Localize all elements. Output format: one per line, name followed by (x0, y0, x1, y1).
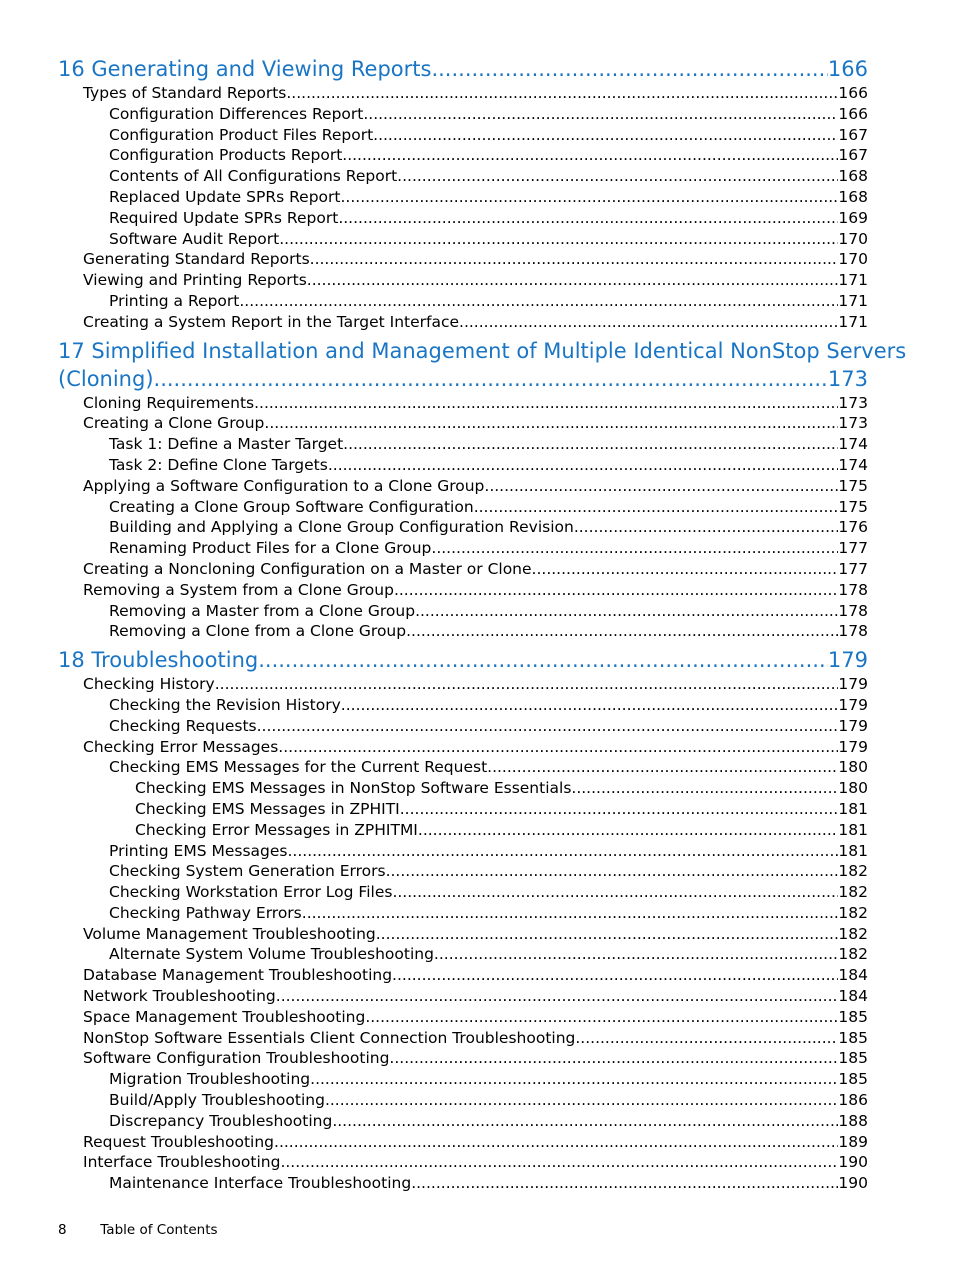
chapter-block (58, 337, 907, 643)
toc-entry-title: Configuration Product Files Report (109, 125, 374, 144)
toc-entry[interactable] (58, 476, 868, 497)
toc-entry-page-number: 182 (838, 862, 868, 881)
toc-entry-title: Discrepancy Troubleshooting (109, 1111, 333, 1130)
toc-entry[interactable] (58, 621, 868, 642)
dot-leader (310, 1069, 838, 1090)
toc-entry-page-number: 185 (838, 1070, 868, 1089)
toc-entry[interactable] (58, 861, 868, 882)
toc-entry-title: Creating a System Report in the Target Interface (83, 312, 460, 331)
toc-entry-title: Configuration Differences Report (109, 104, 364, 123)
toc-entry-page-number: 170 (838, 229, 868, 248)
toc-entry-title: Checking Pathway Errors (109, 903, 302, 922)
dot-leader (575, 1028, 838, 1049)
toc-entry-title: Checking Error Messages in ZPHITMI (135, 820, 418, 839)
toc-entry[interactable] (58, 674, 868, 695)
toc-entry-title: Task 2: Define Clone Targets (109, 455, 328, 474)
toc-entry-page-number: 181 (838, 799, 868, 818)
toc-entry-page-number: 168 (838, 187, 868, 206)
dot-leader (484, 476, 838, 497)
toc-entry-page-number: 171 (838, 271, 868, 290)
toc-entry-title: Cloning Requirements (83, 393, 255, 412)
toc-entry[interactable] (58, 924, 868, 945)
chapter-page-number: 179 (827, 648, 868, 673)
toc-entry-page-number: 178 (838, 622, 868, 641)
toc-entry-title: Renaming Product Files for a Clone Group (109, 539, 432, 558)
dot-leader (376, 924, 839, 945)
toc-entry-page-number: 184 (838, 987, 868, 1006)
toc-entry[interactable] (58, 393, 868, 414)
toc-entry-title: Task 1: Define a Master Target (109, 435, 344, 454)
toc-entry-title: Checking EMS Messages in ZPHITI (135, 799, 400, 818)
chapter-title-line[interactable]: 17 Simplified Installation and Management of Multiple Identical NonStop Servers (58, 338, 907, 363)
dot-leader (434, 944, 838, 965)
toc-entry-title: Removing a System from a Clone Group (83, 580, 394, 599)
dot-leader (286, 83, 838, 104)
chapter-block (58, 646, 868, 1194)
toc-entry-page-number: 180 (838, 779, 868, 798)
dot-leader (302, 903, 839, 924)
dot-leader (415, 601, 838, 622)
toc-entry-page-number: 173 (838, 393, 868, 412)
toc-entry[interactable] (58, 1028, 868, 1049)
dot-leader (571, 778, 838, 799)
dot-leader (400, 799, 839, 820)
toc-entry[interactable] (58, 187, 868, 208)
toc-entry-title: Checking Requests (109, 716, 257, 735)
toc-entry-title: Checking EMS Messages in NonStop Software Essentials (135, 779, 572, 798)
toc-entry[interactable] (58, 841, 868, 862)
toc-entry[interactable] (58, 104, 868, 125)
chapter-page-number: 166 (827, 57, 868, 81)
toc-entry[interactable] (58, 986, 868, 1007)
toc-entry-page-number: 175 (838, 497, 868, 516)
dot-leader (418, 820, 839, 841)
toc-entry[interactable] (58, 145, 868, 166)
toc-entry-page-number: 188 (838, 1111, 868, 1130)
dot-leader (279, 229, 838, 250)
toc-entry-page-number: 169 (838, 208, 868, 227)
toc-entry-title: Space Management Troubleshooting (83, 1007, 366, 1026)
toc-entry[interactable] (58, 965, 868, 986)
toc-entry-page-number: 179 (838, 716, 868, 735)
toc-entry[interactable] (58, 413, 868, 434)
toc-entry-title: NonStop Software Essentials Client Connection Troubleshooting (83, 1028, 576, 1047)
toc-entry-title: Maintenance Interface Troubleshooting (109, 1174, 412, 1193)
toc-entry-title: Replaced Update SPRs Report (109, 187, 341, 206)
toc-entry-title: Removing a Master from a Clone Group (109, 601, 416, 620)
toc-entry[interactable] (58, 903, 868, 924)
toc-entry-title: Checking the Revision History (109, 695, 341, 714)
toc-entry[interactable] (58, 695, 868, 716)
toc-entry[interactable] (58, 1132, 868, 1153)
toc-entry[interactable] (58, 757, 868, 778)
toc-entry-page-number: 177 (838, 559, 868, 578)
toc-entry-title: Contents of All Configurations Report (109, 167, 398, 186)
toc-entry-title: Creating a Clone Group (83, 414, 265, 433)
toc-entry-title: Request Troubleshooting (83, 1132, 275, 1151)
dot-leader (239, 291, 838, 312)
footer-label: Table of Contents (100, 1222, 218, 1238)
dot-leader (341, 695, 839, 716)
toc-entry[interactable] (58, 944, 868, 965)
dot-leader (431, 538, 838, 559)
toc-entry-title: Removing a Clone from a Clone Group (109, 622, 407, 641)
toc-entry-title: Software Configuration Troubleshooting (83, 1049, 390, 1068)
toc-entry-page-number: 174 (838, 455, 868, 474)
toc-entry-page-number: 186 (838, 1091, 868, 1110)
toc-entry[interactable] (58, 601, 868, 622)
toc-entry-page-number: 174 (838, 435, 868, 454)
dot-leader (343, 434, 838, 455)
toc-entry-title: Database Management Troubleshooting (83, 966, 393, 985)
toc-entry-page-number: 190 (838, 1174, 868, 1193)
chapter-entry[interactable] (58, 646, 868, 674)
dot-leader (254, 393, 838, 414)
toc-entry-page-number: 182 (838, 903, 868, 922)
chapter-title: (Cloning) (58, 366, 154, 391)
chapter-entry[interactable] (58, 365, 868, 393)
toc-entry-title: Printing EMS Messages (109, 841, 288, 860)
toc-entry[interactable] (58, 1111, 868, 1132)
toc-entry[interactable] (58, 1048, 868, 1069)
toc-entry-page-number: 166 (838, 104, 868, 123)
toc-entry-title: Checking History (83, 675, 215, 694)
toc-entry-page-number: 177 (838, 539, 868, 558)
toc-entry-title: Migration Troubleshooting (109, 1070, 311, 1089)
toc-entry-page-number: 175 (838, 476, 868, 495)
dot-leader (386, 861, 839, 882)
dot-leader (487, 757, 838, 778)
dot-leader (411, 1173, 838, 1194)
toc-entry[interactable] (58, 716, 868, 737)
toc-entry-title: Viewing and Printing Reports (83, 271, 307, 290)
toc-entry-page-number: 179 (838, 675, 868, 694)
dot-leader (474, 497, 839, 518)
toc-entry-page-number: 189 (838, 1132, 868, 1151)
toc-entry-title: Creating a Noncloning Configuration on a Master or Clone (83, 559, 532, 578)
toc-entry[interactable] (58, 229, 868, 250)
dot-leader (342, 145, 838, 166)
toc-entry-page-number: 170 (838, 250, 868, 269)
toc-entry-page-number: 168 (838, 167, 868, 186)
toc-entry[interactable] (58, 291, 868, 312)
toc-entry-title: Printing a Report (109, 291, 240, 310)
dot-leader (338, 208, 838, 229)
footer-page-number: 8 (58, 1222, 67, 1238)
toc-entry[interactable] (58, 125, 868, 146)
toc-entry[interactable] (58, 778, 868, 799)
dot-leader (325, 1090, 838, 1111)
table-of-contents (58, 55, 907, 1194)
toc-entry[interactable] (58, 455, 868, 476)
toc-entry-title: Software Audit Report (109, 229, 280, 248)
toc-entry-page-number: 167 (838, 146, 868, 165)
dot-leader (328, 455, 839, 476)
toc-entry-title: Network Troubleshooting (83, 987, 276, 1006)
toc-entry-title: Build/Apply Troubleshooting (109, 1091, 325, 1110)
toc-entry-page-number: 182 (838, 883, 868, 902)
toc-entry-page-number: 176 (838, 518, 868, 537)
toc-entry-page-number: 181 (838, 841, 868, 860)
toc-entry-page-number: 173 (838, 414, 868, 433)
toc-entry-page-number: 182 (838, 945, 868, 964)
toc-entry[interactable] (58, 1007, 868, 1028)
toc-entry[interactable] (58, 538, 868, 559)
dot-leader (307, 270, 839, 291)
dot-leader (278, 737, 838, 758)
toc-entry-page-number: 178 (838, 580, 868, 599)
dot-leader (392, 965, 838, 986)
dot-leader (574, 517, 839, 538)
dot-leader (397, 166, 838, 187)
dot-leader (215, 674, 839, 695)
toc-entry-page-number: 181 (838, 820, 868, 839)
dot-leader (373, 125, 838, 146)
toc-entry[interactable] (58, 1069, 868, 1090)
toc-entry[interactable] (58, 1173, 868, 1194)
toc-entry-title: Interface Troubleshooting (83, 1153, 281, 1172)
dot-leader (394, 580, 838, 601)
dot-leader (274, 1132, 838, 1153)
chapter-block (58, 55, 868, 333)
toc-entry[interactable] (58, 559, 868, 580)
dot-leader (264, 413, 838, 434)
toc-entry-title: Applying a Software Configuration to a Clone Group (83, 476, 485, 495)
page-footer (58, 1222, 218, 1238)
toc-entry-title: Creating a Clone Group Software Configuration (109, 497, 474, 516)
dot-leader (280, 1152, 838, 1173)
dot-leader (532, 559, 839, 580)
toc-entry-title: Volume Management Troubleshooting (83, 924, 376, 943)
dot-leader (257, 716, 839, 737)
toc-entry-title: Configuration Products Report (109, 146, 343, 165)
chapter-entry[interactable] (58, 55, 868, 83)
toc-entry[interactable] (58, 208, 868, 229)
toc-entry-page-number: 182 (838, 924, 868, 943)
toc-entry[interactable] (58, 1090, 868, 1111)
toc-entry[interactable] (58, 799, 868, 820)
toc-entry[interactable] (58, 737, 868, 758)
toc-entry-title: Checking Workstation Error Log Files (109, 883, 393, 902)
toc-entry-title: Required Update SPRs Report (109, 208, 339, 227)
toc-entry-page-number: 166 (838, 84, 868, 102)
toc-entry[interactable] (58, 249, 868, 270)
dot-leader (389, 1048, 838, 1069)
toc-entry-page-number: 180 (838, 758, 868, 777)
toc-entry-page-number: 179 (838, 737, 868, 756)
toc-entry-title: Generating Standard Reports (83, 250, 310, 269)
dot-leader (154, 365, 828, 393)
toc-entry[interactable] (58, 580, 868, 601)
chapter-title: 18 Troubleshooting (58, 648, 259, 673)
toc-entry[interactable] (58, 517, 868, 538)
toc-entry-page-number: 167 (838, 125, 868, 144)
dot-leader (332, 1111, 838, 1132)
toc-entry[interactable] (58, 497, 868, 518)
toc-entry-page-number: 184 (838, 966, 868, 985)
toc-entry[interactable] (58, 1152, 868, 1173)
toc-entry-page-number: 171 (838, 291, 868, 310)
chapter-page-number: 173 (827, 366, 868, 391)
dot-leader (310, 249, 839, 270)
toc-entry[interactable] (58, 434, 868, 455)
toc-entry-title: Checking System Generation Errors (109, 862, 386, 881)
toc-entry-page-number: 171 (838, 312, 868, 331)
toc-entry[interactable] (58, 312, 868, 333)
dot-leader (406, 621, 838, 642)
chapter-title: 16 Generating and Viewing Reports (58, 57, 432, 81)
toc-entry[interactable] (58, 270, 868, 291)
toc-entry-page-number: 178 (838, 601, 868, 620)
toc-entry[interactable] (58, 882, 868, 903)
toc-entry-title: Building and Applying a Clone Group Configuration Revision (109, 518, 574, 537)
dot-leader (365, 1007, 838, 1028)
toc-entry-page-number: 185 (838, 1049, 868, 1068)
toc-entry-title: Types of Standard Reports (83, 84, 287, 102)
toc-entry-title: Checking EMS Messages for the Current Request (109, 758, 488, 777)
toc-entry[interactable] (58, 820, 868, 841)
dot-leader (288, 841, 839, 862)
toc-entry-page-number: 179 (838, 695, 868, 714)
toc-entry-page-number: 190 (838, 1153, 868, 1172)
toc-entry[interactable] (58, 83, 868, 104)
dot-leader (431, 55, 827, 83)
toc-entry-title: Checking Error Messages (83, 737, 279, 756)
toc-entry[interactable] (58, 166, 868, 187)
toc-entry-page-number: 185 (838, 1007, 868, 1026)
dot-leader (459, 312, 838, 333)
toc-entry-title: Alternate System Volume Troubleshooting (109, 945, 434, 964)
dot-leader (392, 882, 838, 903)
dot-leader (363, 104, 838, 125)
dot-leader (340, 187, 838, 208)
dot-leader (258, 646, 828, 674)
dot-leader (276, 986, 839, 1007)
toc-entry-page-number: 185 (838, 1028, 868, 1047)
